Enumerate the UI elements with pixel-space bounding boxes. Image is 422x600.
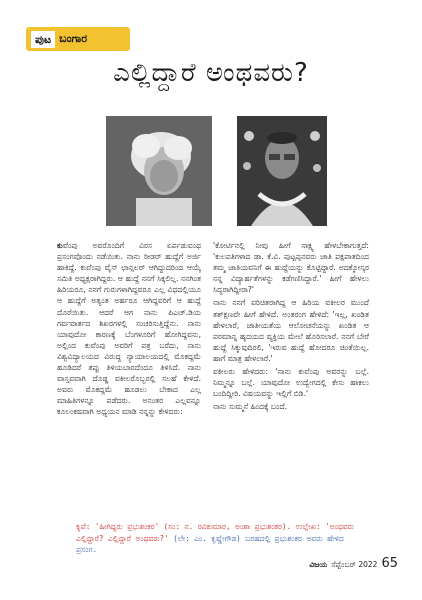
left-column — [57, 240, 201, 420]
section-tag — [26, 27, 130, 51]
credit-text-1: 'ಹೀಗಿದ್ದರು ಪ್ರಭುಶಂಕರ' (ಸಂ: ನ. ರವಿಕುಮಾರ, ಅಂಶಾ ಪ್ರಭುಶಂಕರ). ಉಲ್ಲೇಖ: 'ಅಂಥವರು ಎಲ್ಲಿದ್ದಾರೆ? ಎಲ್ಲಿದ್ದಾರೆ ಅಂಥವರು?' — [76, 522, 354, 543]
right-paragraph-4: ನಾನು ಸುಮ್ಮನೆ ಹಿಂದಕ್ಕೆ ಬಂದೆ. — [213, 402, 288, 412]
portrait-right-image — [237, 116, 327, 226]
page-footer — [309, 556, 398, 571]
right-paragraph-2: ನಾನು ನನಗೆ ಪರಿಚಿತರಾಗಿದ್ದ ಆ ಹಿರಿಯ ವಕೀಲರ ಮುಂದೆ ತತ್‌ಕ್ಷಣವೇ ಹೀಗೆ ಹೇಳಿದೆ. ಅಂತರಂಗ ಹೇಳಿದೆ: 'ಇಲ್ಲ, ಖಂಡಿತ ಹೇಳಲಾರೆ, ಜಾತೀಯತೆಯ ಆಲೋಚನೆಯನ್ನು ಖಂಡಿತ ಆ ಪರಮಾನ್ನ ಹೃದಯದ ವ್ಯಕ್ತಿಯ ಮೇಲೆ ಹೊರಿಸಲಾರೆ. ನನಗೆ ಬೇರೆ ಹುದ್ದೆ ಸಿಕ್ಕುವುದಿರಲಿ, 'ಇರುವ ಹುದ್ದೆ ಹೋದರೂ ಚಿಂತೆಯಿಲ್ಲ. ಹಾಗೆ ಮಾತ್ರ ಹೇಳಲಾರೆ.' — [213, 298, 369, 363]
magazine-name: ವಿಜಯ — [309, 560, 328, 569]
left-paragraph-text: ವೆಂಪು ಅವರೊಂದಿಗೆ ವಿರಸ ಏರ್ಪಡುವಂಥ ಪ್ರಸಂಗವೊಂದು ನಡೆಯಿತು. ನಾನು ರೀಡರ್ ಹುದ್ದೆಗೆ ಅರ್ಜಿ ಹಾಕಿದ್ದೆ. ಕುವೆಂಪು ವೈಸ್ ಛಾನ್ಸಲರ್ ಆಗಿದ್ದುದರಿಂದ ಆಯ್ಕೆ ಸಮಿತಿ ಅಧ್ಯಕ್ಷರಾಗಿದ್ದರು. ಆ ಹುದ್ದೆ ನನಗೆ ಸಿಕ್ಕಲಿಲ್ಲ. ನನಗಿಂತ ಹಿರಿಯರೂ, ನನಗೆ ಗುರುಗಳಾಗಿದ್ದವರೂ ಎಲ್ಲ ವಿಧದಲ್ಲಿಯೂ ಆ ಹುದ್ದೆಗೆ ಅತ್ಯಂತ ಅರ್ಹರೂ ಆಗಿದ್ದವರಿಗೆ ಆ ಹುದ್ದೆ ದೊರೆಯಿತು. ಆದರೆ ಆಗ ನಾನು ಪಿಎಚ್.ಡಿಯ ಗರ್ವವಾರ್ತದ ಶಿಖರಗಳಲ್ಲಿ ಸಂಚರಿಸುತ್ತಿದ್ದೆನು. ನಾನು ಯಾವುದೋ ಕಾರಣಕ್ಕೆ ಬೆಂಗಳೂರಿಗೆ ಹೋಗಿದ್ದವನು, ಅಲ್ಲಿಂದ ಕುವೆಂಪು ಅವರಿಗೆ ಪತ್ರ ಬರೆದು, ನಾನು ವಿಶ್ವವಿದ್ಯಾಲಯದ ವಿರುದ್ಧ ನ್ಯಾಯಾಲಯದಲ್ಲಿ ಮೊಕದ್ದಮೆ ಹೂಡಿದರೆ ತಪ್ಪು ತಿಳಿಯಬಾರದೆಂದೂ ತಿಳಿಸಿದೆ. ನಾನು ವಾಸ್ತವವಾಗಿ ದೊಡ್ಡ ವಕೀಲರೊಬ್ಬರಲ್ಲಿ ಸಲಹೆ ಕೇಳಿದೆ. ಅವರು ಮೊಕದ್ದಮೆ ಹೂಡಲು ಬೇಕಾದ ಎಲ್ಲ ಮಾಹಿತಿಗಳನ್ನೂ ಪಡೆದರು. ಅನಂತರ ಎಲ್ಲವನ್ನೂ ಕೂಲಂಕಷವಾಗಿ ಅಧ್ಯಯನ ಮಾಡಿ ನನ್ನನ್ನು ಕೇಳಿದರು: — [57, 241, 201, 417]
issue-date: ಸೆಪ್ಟೆಂಬರ್ 2022 — [331, 560, 378, 569]
right-paragraph-3: ವಕೀಲರು ಹೇಳಿದರು: 'ನಾನು ಕುವೆಂಪು ಅವರನ್ನು ಬಲ್ಲೆ. ನಿಮ್ಮನ್ನೂ ಬಲ್ಲೆ. ಯಾವುದೋ ಉದ್ವೇಗದಲ್ಲಿ ಕೇಸು ಹಾಕಲು ಬಂದಿದ್ದೀರಿ. ವಿಷಯವನ್ನು ಇಲ್ಲಿಗೆ ಬಿಡಿ.' — [213, 367, 369, 399]
credit-text-2: (ಲೇ: ಎಂ. ಕೃಷ್ಣೇಗೌಡ) ಬರಹದಲ್ಲಿ ಪ್ರಭುಶಂಕರ ಅವರು ಹೇಳಿದ ಪ್ರಸಂಗ. — [76, 533, 344, 554]
left-paragraph — [57, 240, 201, 418]
portrait-left-image — [106, 116, 212, 226]
section-tag-label: ಬಂಗಾರ — [59, 32, 88, 45]
right-paragraph-1: 'ಕೋರ್ಟಿನಲ್ಲಿ ನೀವು ಹೀಗೆ ಸಾಕ್ಷ್ಯ ಹೇಳಬೇಕಾಗುತ್ತದೆ: 'ಕುಲಪತಿಗಳಾದ ಡಾ. ಕೆ.ವಿ. ಪುಟ್ಟಪ್ಪನವರು ಜಾತಿ ಪಕ್ಷಪಾತದಿಂದ ತಮ್ಮ ಜಾತಿಯವನಿಗೆ ಈ ಹುದ್ದೆಯನ್ನು ಕೊಟ್ಟಿದ್ದಾರೆ. ಅದಕ್ಕೋಸ್ಕರ ನನ್ನ ವಿದ್ಯಾರ್ಹತೆಗಳನ್ನು ಕಡೆಗಣಿಸಿದ್ದಾರೆ.' ಹೀಗೆ ಹೇಳಲು ಸಿದ್ಧರಾಗಿದ್ದೀರಾ?' — [213, 241, 369, 295]
credit-note — [76, 521, 358, 556]
dropcap: ಕು — [57, 241, 63, 250]
page-number: 65 — [381, 556, 398, 571]
credit-label: ಕೃಪೆ: — [76, 522, 91, 531]
right-column — [213, 240, 369, 414]
section-tag-boxed: ಪುಟ — [31, 31, 55, 48]
page-title: ಎಲ್ಲಿದ್ದಾರೆ ಅಂಥವರು? — [113, 58, 309, 88]
